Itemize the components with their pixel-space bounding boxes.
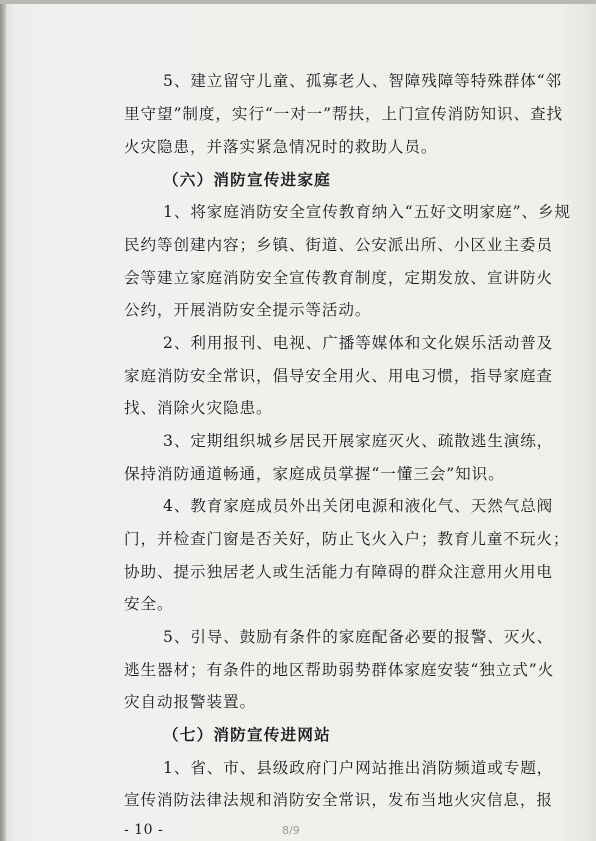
- text-line: 3、定期组织城乡居民开展家庭灭火、疏散逃生演练，: [163, 432, 554, 450]
- text-line: 协助、提示独居老人或生活能力有障碍的群众注意用火用电: [124, 563, 553, 581]
- text-line: 公约，开展消防安全提示等活动。: [124, 301, 372, 319]
- text-line: 门，并检查门窗是否关好，防止飞火入户；教育儿童不玩火；: [124, 530, 570, 548]
- section-heading: （六）消防宣传进家庭: [163, 170, 331, 189]
- text-line: 里守望”制度，实行“一对一”帮扶，上门宣传消防知识、查找: [124, 105, 563, 123]
- page-number: - 10 -: [124, 822, 164, 838]
- text-line: 火灾隐患，并落实紧急情况时的救助人员。: [124, 138, 438, 156]
- viewer-page-indicator: 8/9: [282, 824, 300, 837]
- text-line: 找、消除火灾隐患。: [124, 399, 273, 417]
- text-line: 5、建立留守儿童、孤寡老人、智障残障等特殊群体“邻: [163, 72, 563, 90]
- text-line: 家庭消防安全常识，倡导安全用火、用电习惯，指导家庭查: [124, 367, 553, 385]
- text-line: 1、将家庭消防安全宣传教育纳入“五好文明家庭”、乡规: [163, 203, 571, 221]
- text-line: 1、省、市、县级政府门户网站推出消防频道或专题，: [163, 759, 554, 777]
- text-line: 保持消防通道畅通，家庭成员掌握“一懂三会”知识。: [124, 465, 505, 483]
- scan-shadow-left: [0, 0, 6, 841]
- text-line: 2、利用报刊、电视、广播等媒体和文化娱乐活动普及: [163, 334, 554, 352]
- text-line: 逃生器材；有条件的地区帮助弱势群体家庭安装“独立式”火: [124, 661, 555, 679]
- section-heading: （七）消防宣传进网站: [163, 725, 331, 744]
- text-line: 4、教育家庭成员外出关闭电源和液化气、天然气总阀: [163, 497, 554, 515]
- text-line: 5、引导、鼓励有条件的家庭配备必要的报警、灭火、: [163, 628, 554, 646]
- text-line: 会等建立家庭消防安全宣传教育制度，定期发放、宣讲防火: [124, 269, 553, 287]
- text-line: 民约等创建内容；乡镇、街道、公安派出所、小区业主委员: [124, 236, 553, 254]
- text-line: 宣传消防法律法规和消防安全常识，发布当地火灾信息，报: [124, 791, 553, 809]
- scan-shadow-top: [0, 0, 596, 4]
- text-line: 灾自动报警装置。: [124, 693, 256, 711]
- text-line: 安全。: [124, 595, 174, 613]
